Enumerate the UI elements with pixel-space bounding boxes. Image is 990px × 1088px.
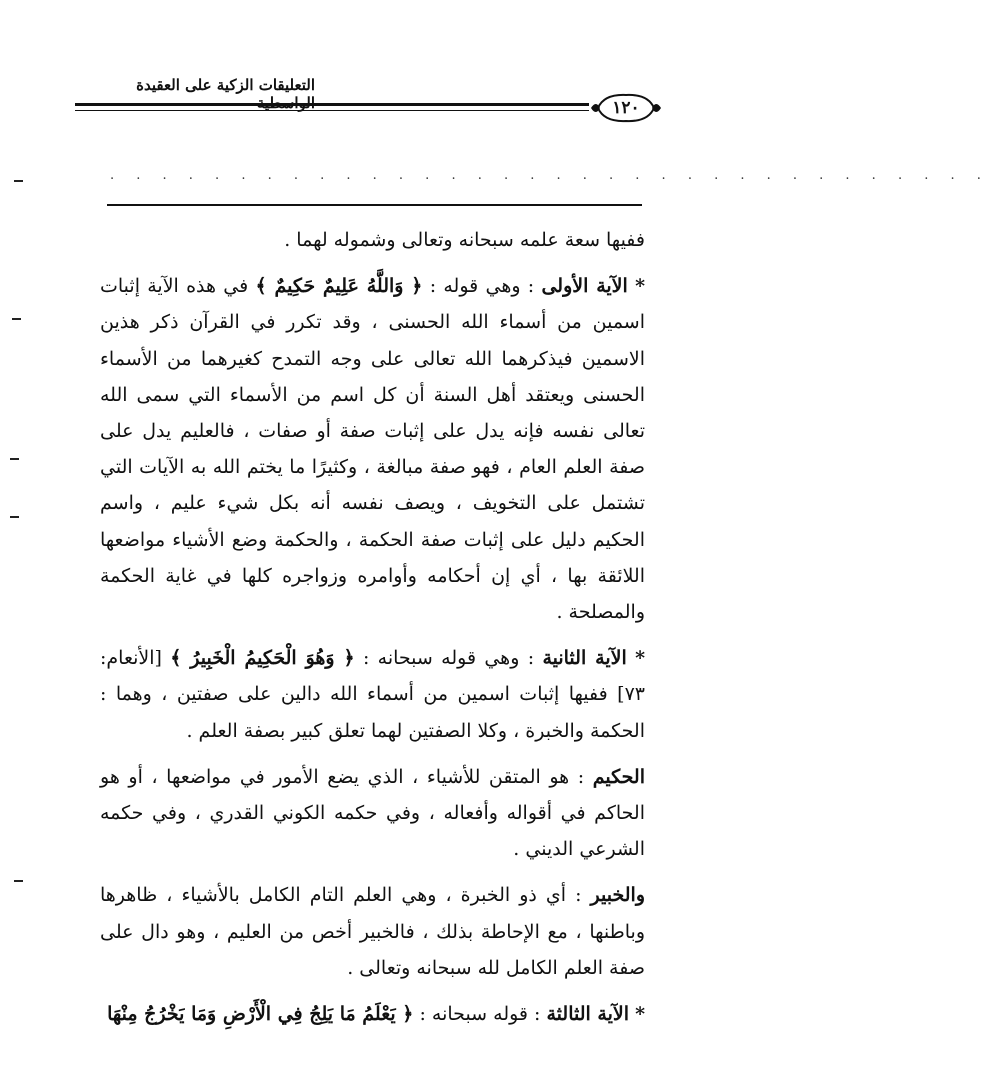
quran-quote: ﴿ وَهُوَ الْحَكِيمُ الْخَبِيرُ ﴾ (170, 647, 355, 670)
margin-mark (14, 880, 23, 882)
paragraph-text: في هذه الآية إثبات اسمين من أسماء الله الحسنى ، وقد تكرر في القرآن ذكر هذين الاسمين فيذكرهما الله تعالى على وجه التمدح كغيرهما من الأسماء الحسنى ويعتقد أهل السنة أن كل اسم من الأسماء التي سمى الله تعالى نفسه فإنه يدل على إثبات صفة أو صفات ، فالعليم يدل على صفة العلم العام ، فهو صفة مبالغة ، وكثيرًا ما يختم الله به الآيات التي تشتمل على التخويف ، ويصف نفسه أنه بكل شيء عليم ، واسم الحكيم دليل على إثبات صفة الحكمة ، والحكمة وضع الأشياء مواضعها اللائقة بها ، أي إن أحكامه وأوامره وزواجره كلها في غاية الحكمة والمصلحة . (100, 275, 645, 624)
footnote-dotted-separator: . . . . . . . . . . . . . . . . . . . . . . . . . . . . . . . . . . (110, 168, 990, 183)
verse-heading: الآية الأولى (541, 275, 628, 298)
paragraph-second-verse (100, 640, 645, 749)
star-bullet: * (635, 647, 645, 670)
paragraph (100, 222, 645, 258)
verse-heading: الآية الثانية (542, 647, 627, 670)
paragraph-text: : أي ذو الخبرة ، وهي العلم التام الكامل بالأشياء ، ظاهرها وباطنها ، مع الإحاطة بذلك ، فالخبير أخص من العليم ، وهو دال على صفة العلم الكامل لله سبحانه وتعالى . (100, 884, 645, 979)
margin-mark (10, 458, 19, 460)
body-text (100, 222, 645, 1032)
page-number-ornament (588, 88, 664, 128)
star-bullet: * (635, 1003, 645, 1026)
quran-quote: ﴿ وَاللَّهُ عَلِيمٌ حَكِيمٌ ﴾ (255, 275, 423, 298)
verse-lead: : قوله سبحانه : (419, 1003, 541, 1026)
header-rule-thin (75, 110, 589, 111)
margin-mark (10, 516, 19, 518)
paragraph-text: ففيها سعة علمه سبحانه وتعالى وشموله لهما . (284, 229, 645, 251)
verse-lead: : وهي قوله : (429, 275, 535, 298)
verse-lead: : وهي قوله سبحانه : (362, 647, 535, 670)
footnote-rule (107, 204, 642, 206)
quran-quote: ﴿ يَعْلَمُ مَا يَلِجُ فِي الْأَرْضِ وَمَا يَخْرُجُ مِنْهَا (107, 1003, 414, 1026)
paragraph-first-verse (100, 268, 645, 630)
paragraph-hakim (100, 759, 645, 868)
verse-heading: الآية الثالثة (546, 1003, 630, 1026)
term-heading: الحكيم (592, 765, 645, 788)
paragraph-third-verse (100, 996, 645, 1032)
margin-mark (14, 180, 23, 182)
header-rule-thick (75, 103, 589, 106)
margin-mark (12, 318, 21, 320)
star-bullet: * (635, 275, 645, 298)
paragraph-text: : هو المتقن للأشياء ، الذي يضع الأمور في مواضعها ، أو هو الحاكم في أقواله وأفعاله ، وفي حكمه الكوني القدري ، وفي حكمه الشرعي الديني . (100, 765, 645, 861)
running-header-title: التعليقات الزكية على العقيدة (136, 76, 315, 94)
paragraph-text: [الأنعام: ٧٣] ففيها إثبات اسمين من أسماء الله دالين على صفتين ، وهما : الحكمة والخبرة ، وكلا الصفتين لهما تعلق كبير بصفة العلم . (100, 647, 645, 742)
term-heading: والخبير (590, 884, 646, 907)
paragraph-khabir (100, 877, 645, 986)
page-number: ١٢٠ (612, 98, 640, 118)
